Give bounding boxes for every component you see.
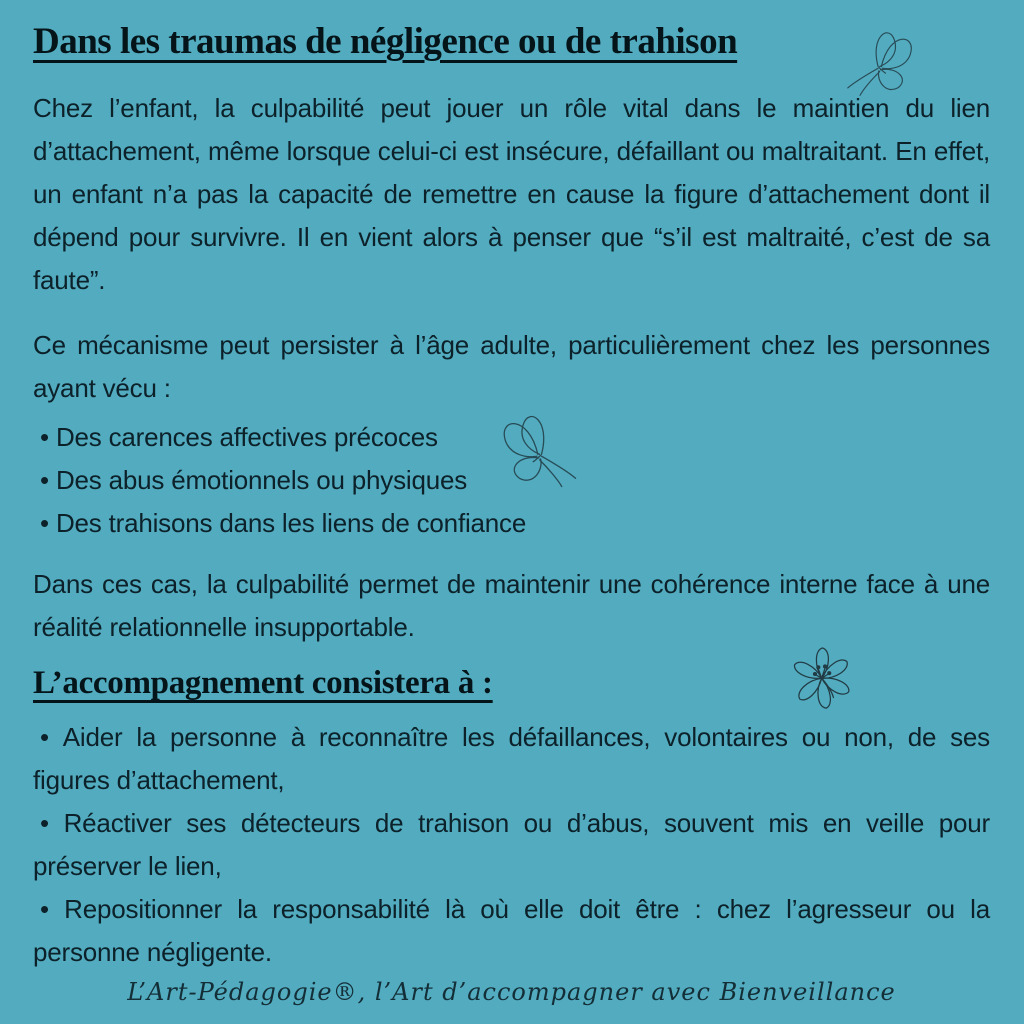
page-title [33, 20, 990, 63]
coherence-paragraph: Dans ces cas, la culpabilité permet de maintenir une cohérence interne face à une réalité relationnelle insupportable. [33, 569, 990, 642]
list-item: • Réactiver ses détecteurs de trahison ou d’abus, souvent mis en veille pour préserver le lien, [33, 802, 990, 888]
page-title-text: Dans les traumas de négligence ou de trahison [33, 21, 738, 62]
list-item: • Des abus émotionnels ou physiques [33, 459, 990, 502]
list-item: • Aider la personne à reconnaître les défaillances, volontaires ou non, de ses figures d’attachement, [33, 716, 990, 802]
mechanism-bullet-list [33, 416, 990, 545]
mechanism-paragraph: Ce mécanisme peut persister à l’âge adulte, particulièrement chez les personnes ayant vécu : [33, 330, 990, 403]
list-item: • Des trahisons dans les liens de confiance [33, 502, 990, 545]
accompaniment-heading-text: L’accompagnement consistera à : [33, 665, 493, 701]
list-item: • Repositionner la responsabilité là où elle doit être : chez l’agresseur ou la personne négligente. [33, 888, 990, 974]
brand-signature: L’Art-Pédagogie®, l’Art d’accompagner avec Bienveillance [127, 978, 896, 1006]
accompaniment-bullet-list [33, 716, 990, 974]
list-item: • Des carences affectives précoces [33, 416, 990, 459]
accompaniment-heading [33, 665, 990, 702]
intro-paragraph: Chez l’enfant, la culpabilité peut jouer un rôle vital dans le maintien du lien d’attachement, même lorsque celui-ci est insécure, défaillant ou maltraitant. En effet, un enfant n’a pas la capacité de remettre en cause la figure d’attachement dont il dépend pour survivre. Il en vient alors à penser que “s’il est maltraité, c’est de sa faute”. [33, 93, 990, 295]
